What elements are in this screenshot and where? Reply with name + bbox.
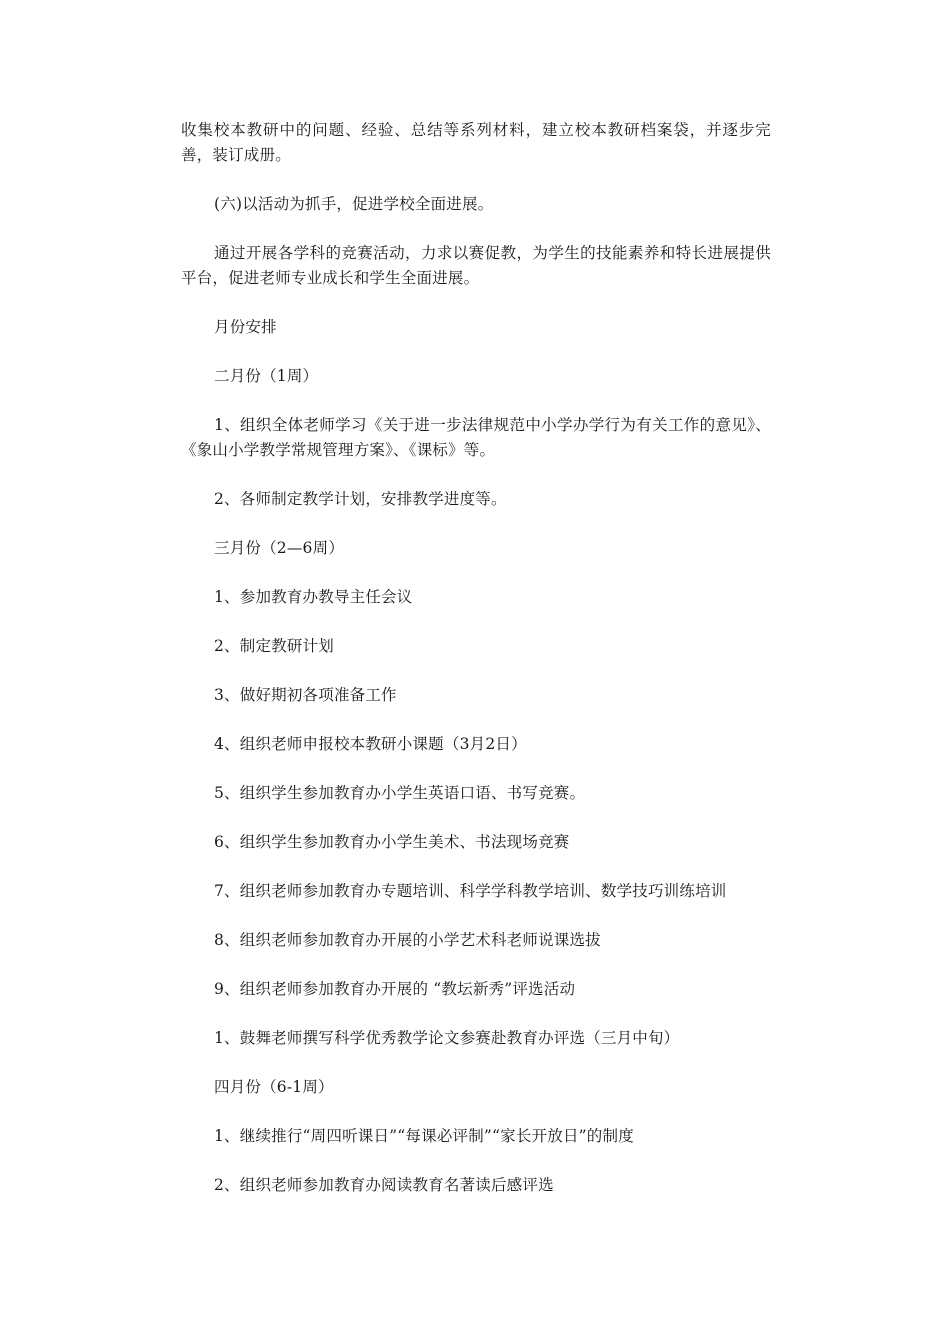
list-item: 1、继续推行“周四听课日”“每课必评制”“家长开放日”的制度 xyxy=(214,1127,634,1145)
document-body xyxy=(181,118,771,1222)
list-item: 6、组织学生参加教育办小学生美术、书法现场竞赛 xyxy=(214,833,570,851)
paragraph: 通过开展各学科的竞赛活动，力求以赛促教，为学生的技能素养和特长进展提供平台，促进老师专业成长和学生全面进展。 xyxy=(181,244,771,287)
list-item: 3、做好期初各项准备工作 xyxy=(214,686,397,704)
list-item: 5、组织学生参加教育办小学生英语口语、书写竞赛。 xyxy=(214,784,586,802)
list-item: 7、组织老师参加教育办专题培训、科学学科教学培训、数学技巧训练培训 xyxy=(214,882,727,900)
section-heading: (六)以活动为抓手，促进学校全面进展。 xyxy=(214,195,494,213)
month-heading-march: 三月份（2—6周） xyxy=(214,539,345,557)
list-item: 1、组织全体老师学习《关于进一步法律规范中小学办学行为有关工作的意见》、《象山小学教学常规管理方案》、《课标》等。 xyxy=(181,416,771,459)
list-item: 2、制定教研计划 xyxy=(214,637,334,655)
list-item: 8、组织老师参加教育办开展的小学艺术科老师说课选拔 xyxy=(214,931,601,949)
list-item: 2、各师制定教学计划，安排教学进度等。 xyxy=(214,490,507,508)
list-item: 1、鼓舞老师撰写科学优秀教学论文参赛赴教育办评选（三月中旬） xyxy=(214,1029,680,1047)
list-item: 9、组织老师参加教育办开展的 “教坛新秀”评选活动 xyxy=(214,980,576,998)
month-heading-april: 四月份（6-1周） xyxy=(214,1078,334,1096)
list-item: 4、组织老师申报校本教研小课题（3月2日） xyxy=(214,735,527,753)
list-item: 1、参加教育办教导主任会议 xyxy=(214,588,413,606)
schedule-heading: 月份安排 xyxy=(214,318,277,336)
month-heading-february: 二月份（1周） xyxy=(214,367,319,385)
list-item: 2、组织老师参加教育办阅读教育名著读后感评选 xyxy=(214,1176,554,1194)
paragraph: 收集校本教研中的问题、经验、总结等系列材料，建立校本教研档案袋，并逐步完善，装订成册。 xyxy=(181,121,771,164)
